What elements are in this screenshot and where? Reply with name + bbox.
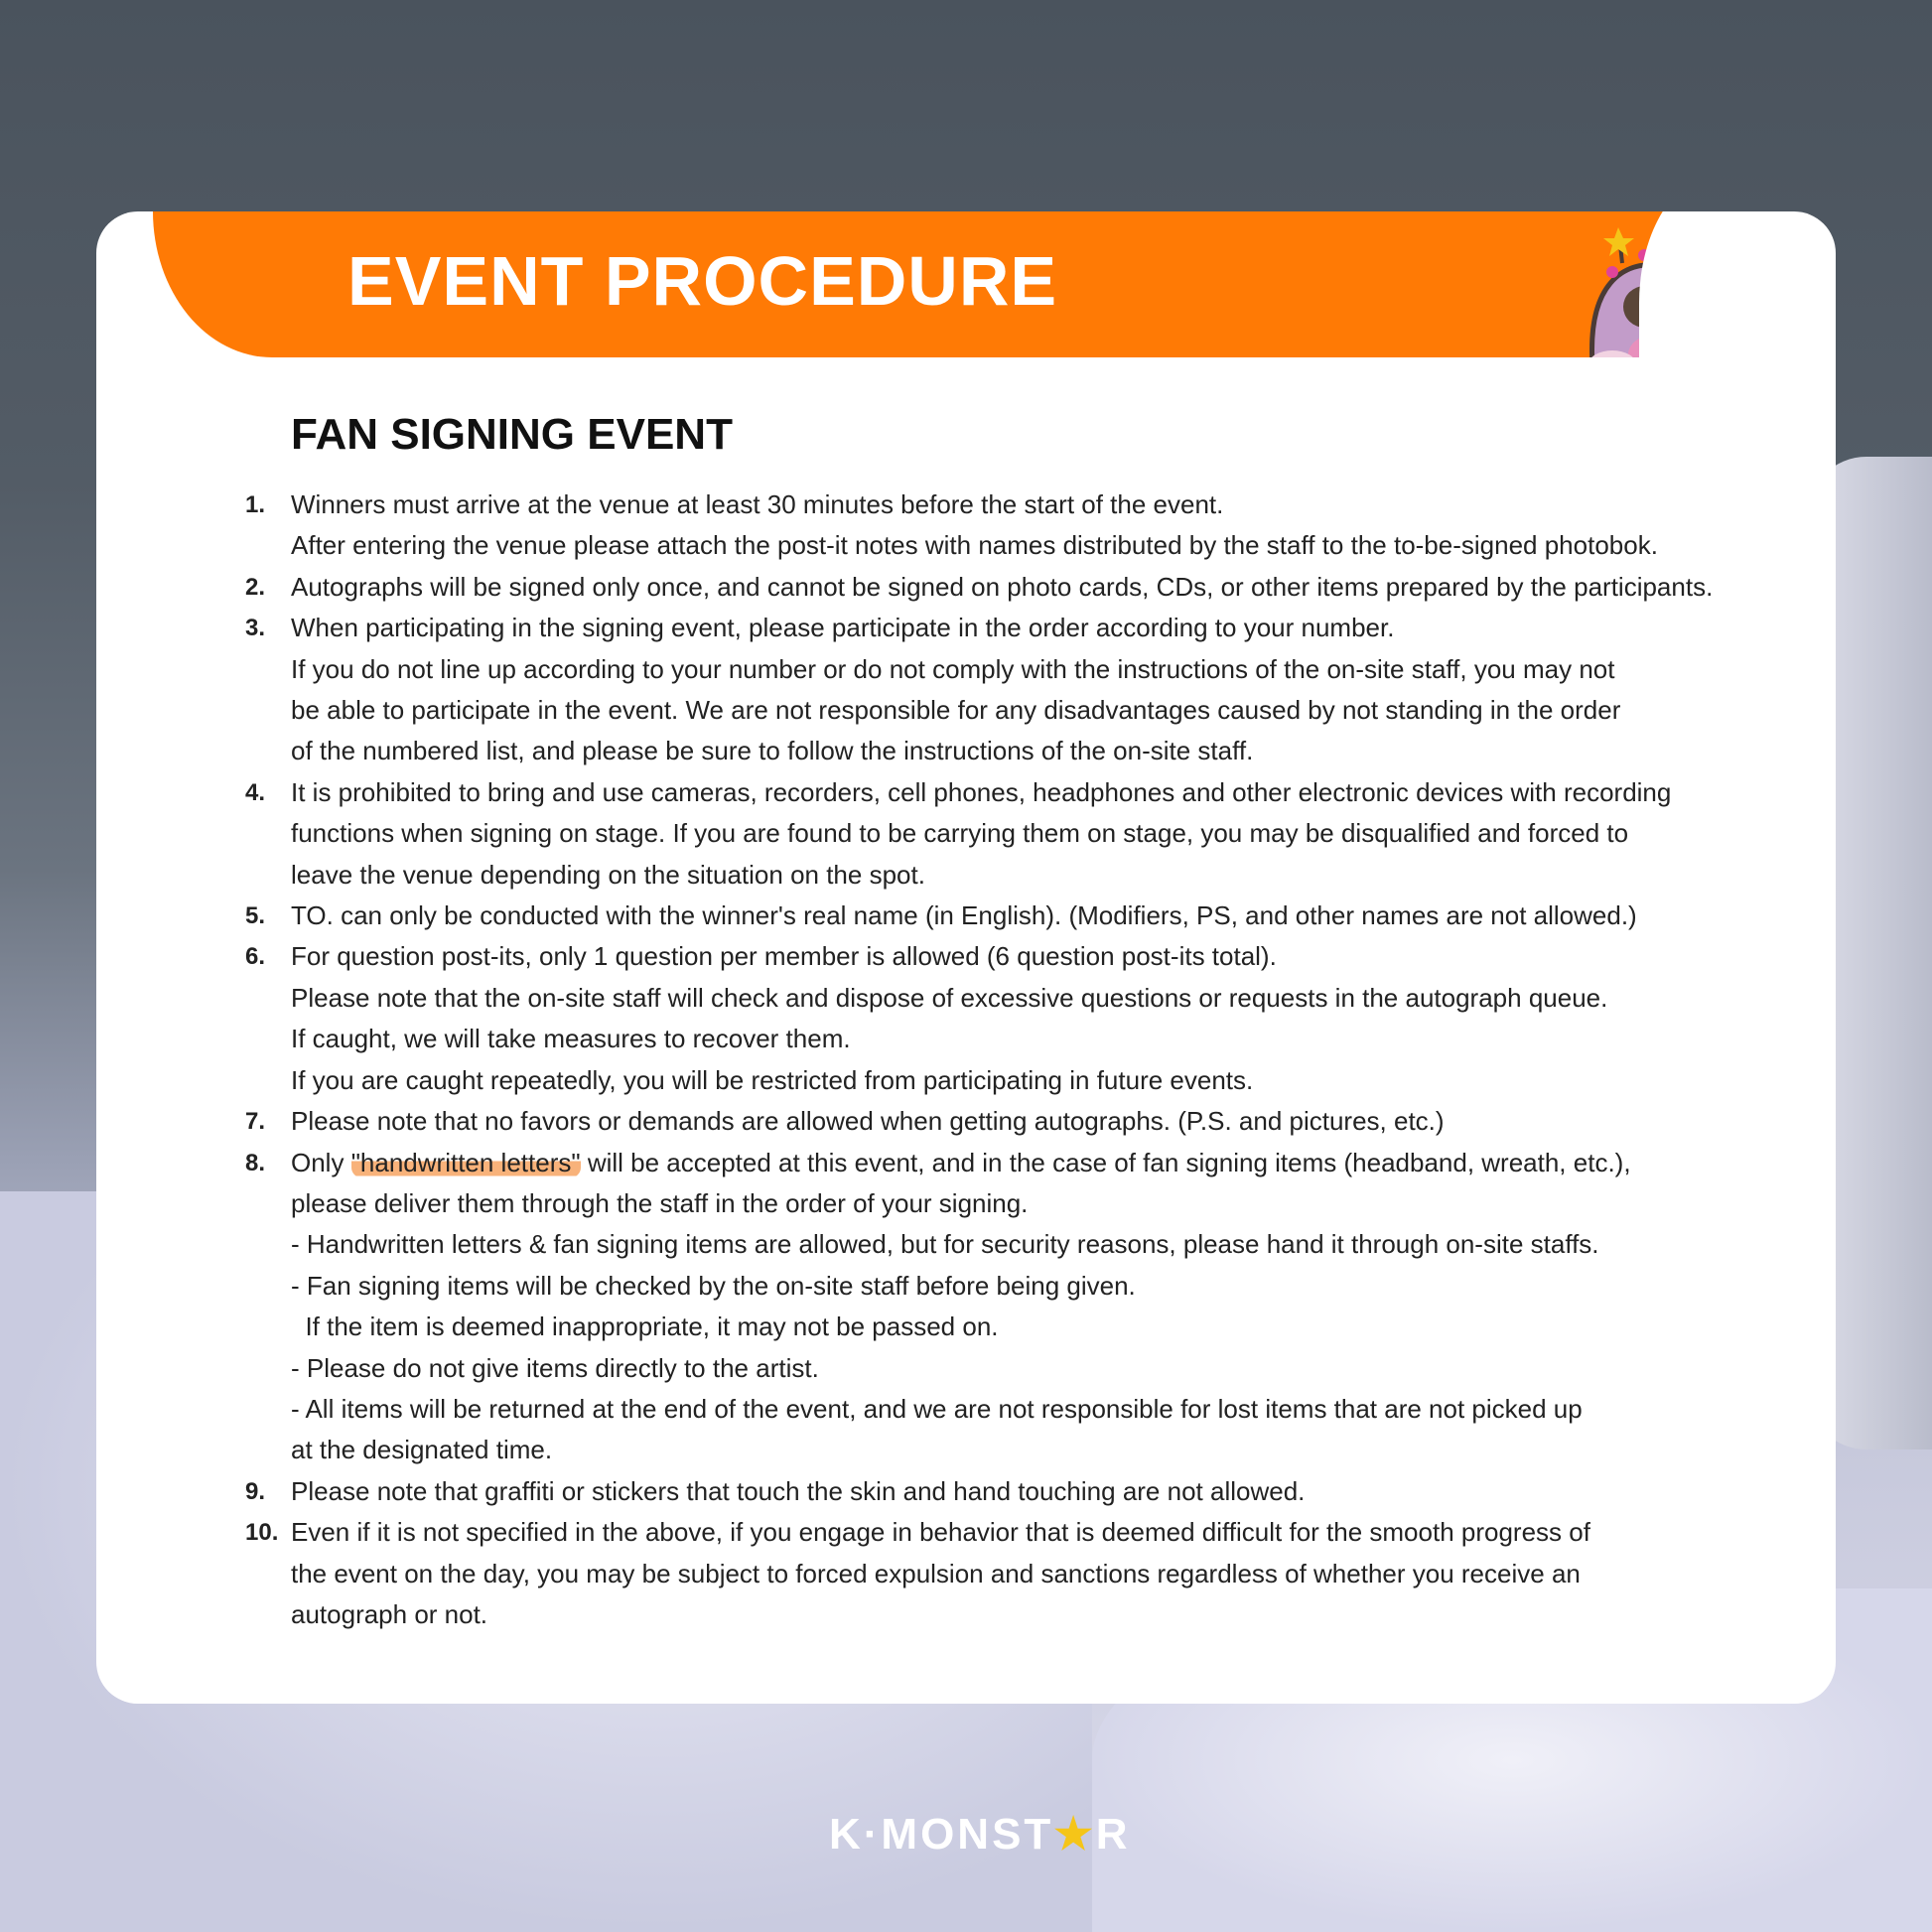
- item-line: leave the venue depending on the situation on the spot.: [291, 859, 925, 890]
- item-line: the event on the day, you may be subject to forced expulsion and sanctions regardless of whether you receive an: [291, 1558, 1581, 1588]
- list-item: [245, 1101, 1814, 1142]
- item-line: [291, 1143, 1814, 1183]
- item-line: If you do not line up according to your number or do not comply with the instructions of the on-site staff, you may not: [291, 653, 1615, 684]
- page-title: EVENT PROCEDURE: [347, 242, 1058, 320]
- text-span: will be accepted at this event, and in the case of fan signing items (headband, wreath, etc.),: [580, 1147, 1631, 1177]
- item-line: If you are caught repeatedly, you will be restricted from participating in future events.: [291, 1064, 1254, 1095]
- list-item: [245, 1143, 1814, 1471]
- item-line: When participating in the signing event, please participate in the order according to your number.: [291, 613, 1395, 643]
- list-item: [245, 1512, 1814, 1635]
- item-number: 4.: [245, 778, 266, 806]
- item-line: be able to participate in the event. We are not responsible for any disadvantages caused by not standing in the order: [291, 695, 1621, 726]
- k-monstar-logo: K·MONST★R: [829, 1810, 1131, 1859]
- item-number: 8.: [245, 1149, 266, 1176]
- item-line: Please note that the on-site staff will check and dispose of excessive questions or requests in the autograph queue.: [291, 982, 1608, 1013]
- list-item: [245, 896, 1814, 936]
- item-line: - Handwritten letters & fan signing items are allowed, but for security reasons, please hand it through on-site staffs.: [291, 1229, 1599, 1260]
- item-line: Please note that graffiti or stickers that touch the skin and hand touching are not allowed.: [291, 1475, 1306, 1506]
- item-line: Autographs will be signed only once, and cannot be signed on photo cards, CDs, or other items prepared by the participants.: [291, 571, 1714, 602]
- item-line: Even if it is not specified in the above, if you engage in behavior that is deemed difficult for the smooth progress of: [291, 1517, 1590, 1548]
- item-line: If the item is deemed inappropriate, it may not be passed on.: [291, 1311, 999, 1342]
- header-band: [153, 211, 1778, 357]
- list-item: [245, 1471, 1814, 1512]
- monster-mascot-icon: [1583, 225, 1751, 357]
- procedure-list: [245, 484, 1814, 1635]
- item-line: Please note that no favors or demands are allowed when getting autographs. (P.S. and pictures, etc.): [291, 1106, 1445, 1137]
- item-line: please deliver them through the staff in the order of your signing.: [291, 1187, 1029, 1218]
- item-line: If caught, we will take measures to recover them.: [291, 1024, 851, 1054]
- item-line: - All items will be returned at the end of the event, and we are not responsible for lost items that are not picked up: [291, 1393, 1583, 1424]
- item-number: 2.: [245, 573, 266, 601]
- item-line: autograph or not.: [291, 1598, 488, 1629]
- item-line: - Fan signing items will be checked by the on-site staff before being given.: [291, 1270, 1136, 1301]
- item-line: of the numbered list, and please be sure to follow the instructions of the on-site staff.: [291, 736, 1254, 766]
- item-number: 9.: [245, 1477, 266, 1505]
- item-number: 1.: [245, 491, 266, 518]
- item-line: TO. can only be conducted with the winner's real name (in English). (Modifiers, PS, and other names are not allowed.): [291, 900, 1637, 931]
- item-line: For question post-its, only 1 question per member is allowed (6 question post-its total).: [291, 941, 1277, 972]
- item-line: Winners must arrive at the venue at least 30 minutes before the start of the event.: [291, 489, 1224, 519]
- item-line: After entering the venue please attach the post-it notes with names distributed by the staff to the to-be-signed photobok.: [291, 530, 1658, 561]
- section-title: FAN SIGNING EVENT: [291, 410, 733, 459]
- list-item: [245, 567, 1814, 608]
- item-number: 3.: [245, 615, 266, 642]
- item-line: It is prohibited to bring and use cameras, recorders, cell phones, headphones and other electronic devices with recording: [291, 776, 1672, 807]
- list-item: [245, 608, 1814, 772]
- item-number: 5.: [245, 902, 266, 930]
- item-number: 10.: [245, 1519, 279, 1547]
- item-line: at the designated time.: [291, 1435, 553, 1465]
- item-number: 7.: [245, 1108, 266, 1136]
- list-item: [245, 772, 1814, 896]
- list-item: [245, 936, 1814, 1101]
- item-line: functions when signing on stage. If you are found to be carrying them on stage, you may be disqualified and forced to: [291, 818, 1629, 849]
- text-span: Only: [291, 1147, 351, 1177]
- item-line: - Please do not give items directly to the artist.: [291, 1352, 819, 1383]
- list-item: [245, 484, 1814, 567]
- highlighted-text: "handwritten letters": [350, 1147, 581, 1177]
- item-number: 6.: [245, 943, 266, 971]
- notice-card: [96, 211, 1836, 1704]
